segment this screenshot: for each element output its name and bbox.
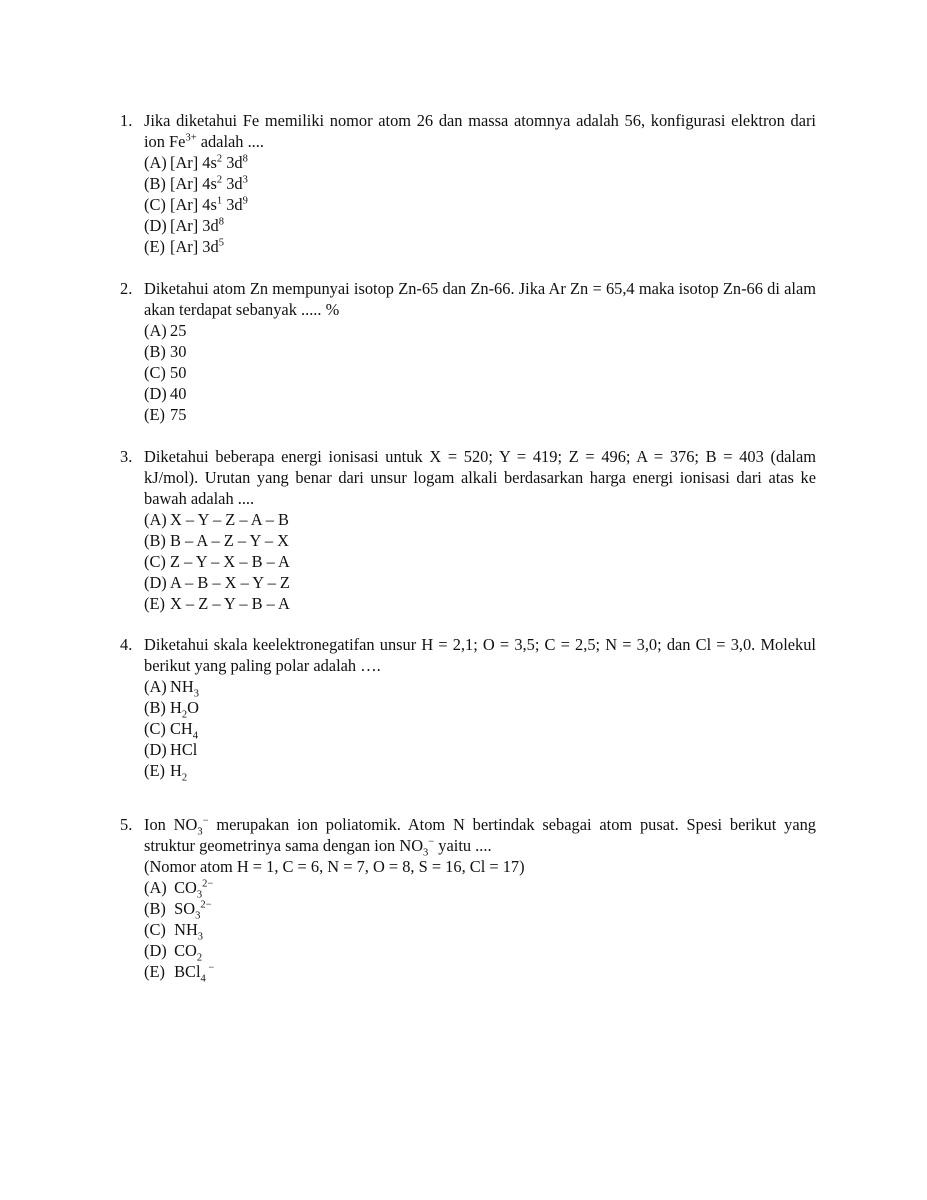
- option-c[interactable]: (C) $CH_4$: [144, 719, 199, 742]
- question-number: 5.: [120, 815, 133, 834]
- question-2: [120, 278, 816, 425]
- question-stem: Ion $NO_3^-$ merupakan ion poliatomik. Atom N bertindak sebagai atom pusat. Spesi berikut yang struktur geometrinya sama dengan ion $NO_3^-$ yaitu ....: [144, 815, 816, 859]
- question-1: [120, 110, 816, 257]
- question-number: 2.: [120, 279, 133, 298]
- question-stem: Diketahui beberapa energi ionisasi untuk X = 520; Y = 419; Z = 496; A = 376; B = 403 (dalam kJ/mol). Urutan yang benar dari unsur logam alkali berdasarkan harga energi ionisasi dari atas ke bawah adalah ....: [144, 447, 816, 508]
- option-c[interactable]: (C) $NH_3$: [144, 920, 204, 943]
- question-stem: Jika diketahui Fe memiliki nomor atom 26 dan massa atomnya adalah 56, konfigurasi elektron dari ion $Fe^{3+}$ adalah ....: [144, 111, 816, 151]
- option-b[interactable]: (B) $H_2O$: [144, 698, 199, 721]
- option-a[interactable]: (A) $CO_3^{2-}$: [144, 878, 214, 901]
- option-a[interactable]: (A) 25: [144, 321, 187, 340]
- question-note: (Nomor atom H = 1, C = 6, N = 7, O = 8, S = 16, Cl = 17): [144, 857, 525, 876]
- option-e[interactable]: (E) 75: [144, 405, 187, 424]
- option-c[interactable]: (C) [Ar] $4s^1$ $3d^9$: [144, 195, 248, 214]
- question-stem: Diketahui atom Zn mempunyai isotop Zn-65 dan Zn-66. Jika Ar Zn = 65,4 maka isotop Zn-66 di alam akan terdapat sebanyak ..... %: [144, 279, 816, 319]
- option-d[interactable]: (D) [Ar] $3d^8$: [144, 216, 224, 235]
- option-d[interactable]: (D) HCl: [144, 740, 198, 759]
- option-b[interactable]: (B) $SO_3^{2-}$: [144, 899, 212, 922]
- question-4: [120, 634, 816, 784]
- option-b[interactable]: (B) [Ar] $4s^2$ $3d^3$: [144, 174, 248, 193]
- question-number: 1.: [120, 111, 133, 130]
- question-number: 3.: [120, 447, 133, 466]
- option-d[interactable]: (D) 40: [144, 384, 187, 403]
- option-e[interactable]: (E) BCl$_4$ −: [144, 962, 215, 985]
- option-a[interactable]: (A) X – Y – Z – A – B: [144, 510, 289, 529]
- option-d[interactable]: (D) A – B – X – Y – Z: [144, 573, 290, 592]
- option-c[interactable]: (C) 50: [144, 363, 187, 382]
- option-d[interactable]: (D) $CO_2$: [144, 941, 203, 964]
- option-e[interactable]: (E) X – Z – Y – B – A: [144, 594, 290, 613]
- option-a[interactable]: (A) $NH_3$: [144, 677, 199, 700]
- option-a[interactable]: (A) [Ar] $4s^2$ $3d^8$: [144, 153, 248, 172]
- option-e[interactable]: (E) [Ar] $3d^5$: [144, 237, 224, 256]
- question-number: 4.: [120, 635, 133, 654]
- option-c[interactable]: (C) Z – Y – X – B – A: [144, 552, 290, 571]
- option-b[interactable]: (B) 30: [144, 342, 187, 361]
- option-e[interactable]: (E) $H_2$: [144, 761, 188, 784]
- question-3: [120, 446, 816, 614]
- option-b[interactable]: (B) B – A – Z – Y – X: [144, 531, 289, 550]
- question-5: [120, 814, 816, 985]
- question-stem: Diketahui skala keelektronegatifan unsur H = 2,1; O = 3,5; C = 2,5; N = 3,0; dan Cl = 3,0. Molekul berikut yang paling polar adalah ….: [144, 635, 816, 675]
